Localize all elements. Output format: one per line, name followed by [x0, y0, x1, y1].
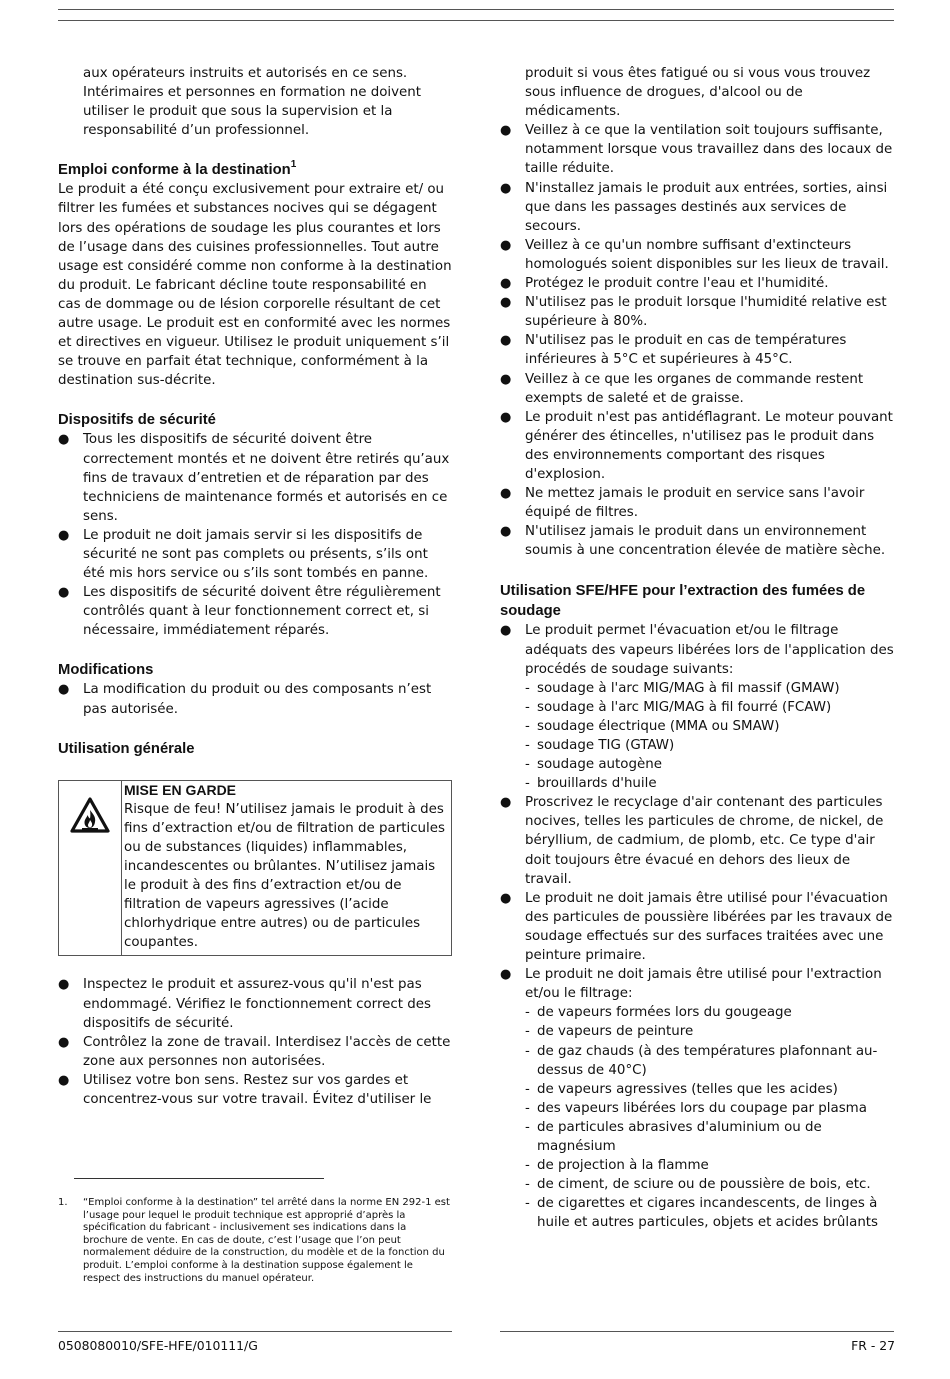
- dash-mark: -: [525, 699, 530, 715]
- general-list-continued: [500, 121, 896, 560]
- sub-list-item: [525, 1156, 896, 1175]
- footnote-text: “Emploi conforme à la destination” tel arrêté dans la norme EN 292-1 est l’usage pour lequel le produit technique est approprié d’après la spécification du fabricant - inclusivement ses indications dans la brochure de vente. En cas de doute, c’est l’usage que l’on peut normalement déduire de la construction, du modèle et de la fonction du produit. L’emploi conforme à la destination suppose également le respect des instructions du manuel opérateur.: [83, 1197, 450, 1284]
- sub-list-item-text: des vapeurs libérées lors du coupage par plasma: [537, 1100, 867, 1116]
- bullet-icon: ●: [58, 977, 70, 993]
- bullet-icon: ●: [58, 1034, 70, 1050]
- sub-list-item: [525, 1003, 896, 1022]
- intro-paragraph: aux opérateurs instruits et autorisés en ce sens. Intérimaires et personnes en formation ne doivent utiliser le produit que sous la supervision et la responsabilité d’un professionnel.: [83, 66, 422, 139]
- section-title-safety: Dispositifs de sécurité: [58, 412, 216, 429]
- warning-label: MISE EN GARDE: [124, 781, 237, 798]
- bullet-icon: ●: [500, 623, 512, 639]
- sub-list-item: [525, 1194, 896, 1232]
- list-item: [500, 621, 896, 793]
- bullet-icon: ●: [500, 371, 512, 387]
- list-item-text: Inspectez le produit et assurez-vous qu'il n'est pas endommagé. Vérifiez le fonctionnement correct des dispositifs de sécurité.: [83, 977, 431, 1031]
- sub-list-item-text: de vapeurs de peinture: [537, 1024, 694, 1040]
- list-item: [58, 430, 452, 525]
- footnote: [58, 1197, 452, 1285]
- section-title-usage: [58, 160, 452, 180]
- warning-text: Risque de feu! N’utilisez jamais le produit à des fins d’extraction et/ou de filtration de particules ou de substances (liquides) inflammables, incandescentes ou brûlantes. N’utilisez jamais le produit à des fins d’extraction et/ou de filtration de vapeurs agressives (l’acide chlorhydrique entre autres) ou de particules coupantes.: [124, 801, 445, 951]
- general-list: [58, 975, 452, 1109]
- dash-mark: -: [525, 680, 530, 696]
- bullet-icon: ●: [500, 486, 512, 502]
- continuation-paragraph: produit si vous êtes fatigué ou si vous vous trouvez sous influence de drogues, d'alcool ou de médicaments.: [525, 66, 871, 120]
- list-item: [500, 121, 896, 178]
- list-item: [500, 522, 896, 560]
- dash-mark: -: [525, 1158, 530, 1174]
- list-item-text: Veillez à ce qu'un nombre suffisant d'extincteurs homologués soient disponibles sur les lieux de travail.: [525, 237, 889, 272]
- list-item: [500, 179, 896, 236]
- bullet-icon: ●: [58, 682, 70, 698]
- list-item: [58, 975, 452, 1032]
- list-item-text: Veillez à ce que la ventilation soit toujours suffisante, notamment lorsque vous travaillez dans des locaux de taille réduite.: [525, 123, 893, 177]
- sub-list-item-text: brouillards d'huile: [537, 776, 657, 792]
- dash-mark: -: [525, 1119, 530, 1135]
- footer-rule-left: [58, 1331, 452, 1332]
- sub-list-item: [525, 774, 896, 793]
- dash-mark: -: [525, 1024, 530, 1040]
- bullet-icon: ●: [500, 123, 512, 139]
- sub-list-item-text: de projection à la flamme: [537, 1158, 709, 1174]
- sub-list-item: [525, 1175, 896, 1194]
- section-title-usage-text: Emploi conforme à la destination: [58, 162, 291, 179]
- dash-mark: -: [525, 718, 530, 734]
- dash-mark: -: [525, 738, 530, 753]
- list-item-text: Le produit ne doit jamais être utilisé pour l'extraction et/ou le filtrage:: [525, 967, 882, 1002]
- bullet-icon: ●: [58, 585, 70, 601]
- modifications-list: [58, 680, 452, 718]
- welding-process-list: [525, 679, 896, 794]
- sub-list-item: [525, 736, 896, 755]
- list-item: [500, 965, 896, 1232]
- list-item-text: N'utilisez jamais le produit dans un environnement soumis à une concentration élevée de matière sèche.: [525, 524, 886, 559]
- dash-mark: -: [525, 776, 530, 792]
- sub-list-item-text: soudage à l'arc MIG/MAG à fil fourré (FCAW): [537, 699, 832, 715]
- list-item: [58, 1033, 452, 1071]
- list-item-text: N'utilisez pas le produit lorsque l'humidité relative est supérieure à 80%.: [525, 295, 887, 330]
- sub-list-item: [525, 1118, 896, 1156]
- fire-warning-icon: [70, 797, 110, 833]
- bullet-icon: ●: [500, 890, 512, 906]
- list-item-text: Le produit ne doit jamais être utilisé pour l'évacuation des particules de poussière libérées par les travaux de soudage effectués sur des surfaces traitées avec une peinture primaire.: [525, 890, 893, 964]
- list-item-text: Le produit n'est pas antidéflagrant. Le moteur pouvant générer des étincelles, n'utilisez pas le produit dans des environnements comportant des risques d'explosion.: [525, 409, 893, 482]
- document-code: 0508080010/SFE-HFE/010111/G: [58, 1338, 258, 1353]
- sub-list-item: [525, 679, 896, 698]
- section-title-general: Utilisation générale: [58, 740, 195, 757]
- dash-mark: -: [525, 1081, 530, 1097]
- bullet-icon: ●: [500, 967, 512, 983]
- list-item: [58, 526, 452, 583]
- list-item: [500, 274, 896, 293]
- bullet-icon: ●: [58, 1072, 70, 1088]
- sub-list-item-text: soudage TIG (GTAW): [537, 738, 675, 753]
- bullet-icon: ●: [500, 409, 512, 425]
- sub-list-item: [525, 698, 896, 717]
- list-item: [500, 408, 896, 484]
- warning-icon-cell: [59, 781, 122, 956]
- list-item: [500, 484, 896, 522]
- bullet-icon: ●: [500, 276, 512, 292]
- list-item-text: Contrôlez la zone de travail. Interdisez l'accès de cette zone aux personnes non autorisées.: [83, 1034, 451, 1069]
- list-item: [500, 293, 896, 331]
- list-item: [500, 236, 896, 274]
- sub-list-item: [525, 755, 896, 774]
- footnote-rule: [74, 1178, 324, 1179]
- list-item: [58, 680, 452, 718]
- usage-paragraph: Le produit a été conçu exclusivement pour extraire et/ ou filtrer les fumées et substances nocives qui se dégagent lors des opérations de soudage les plus courantes et lors de l’usage dans des cuisines professionnelles. Tout autre usage est considéré comme non conforme à la destination du produit. Le fabricant décline toute responsabilité en cas de dommage ou de lésion corporelle résultant de cet autre usage. Le produit est en conformité avec les normes et directives en vigueur. Utilisez le produit uniquement s’il se trouve en parfait état technique, conformément à la destination sus-décrite.: [58, 182, 452, 389]
- list-item: [58, 1071, 452, 1109]
- bullet-icon: ●: [500, 333, 512, 349]
- section-title-modifications: Modifications: [58, 662, 154, 679]
- bullet-icon: ●: [500, 295, 512, 311]
- sub-list-item: [525, 1022, 896, 1041]
- footer-rule-right: [500, 1331, 894, 1332]
- sub-list-item-text: de ciment, de sciure ou de poussière de bois, etc.: [537, 1177, 871, 1193]
- page-number: FR - 27: [851, 1338, 895, 1353]
- sub-list-item-text: de cigarettes et cigares incandescents, de linges à huile et autres particules, objets et acides brûlants: [537, 1196, 879, 1231]
- sub-list-item-text: de vapeurs agressives (telles que les acides): [537, 1081, 838, 1097]
- sub-list-item-text: soudage électrique (MMA ou SMAW): [537, 718, 780, 734]
- left-column: [58, 64, 452, 1109]
- list-item-text: Les dispositifs de sécurité doivent être régulièrement contrôlés quant à leur fonctionnement correct et, si nécessaire, immédiatement réparés.: [83, 585, 441, 639]
- dash-mark: -: [525, 1196, 530, 1212]
- list-item: [500, 889, 896, 965]
- warning-box: [58, 780, 452, 957]
- list-item-text: Veillez à ce que les organes de commande restent exempts de saleté et de graisse.: [525, 371, 864, 406]
- dash-mark: -: [525, 757, 530, 773]
- sub-list-item-text: soudage à l'arc MIG/MAG à fil massif (GMAW): [537, 680, 840, 696]
- list-item: [500, 793, 896, 888]
- footnote-ref[interactable]: 1: [290, 159, 297, 171]
- sub-list-item-text: de particules abrasives d'aluminium ou de magnésium: [537, 1119, 822, 1154]
- list-item-text: N'installez jamais le produit aux entrées, sorties, ainsi que dans les passages destinés aux services de secours.: [525, 180, 888, 234]
- bullet-icon: ●: [58, 432, 70, 448]
- header-rule-top: [58, 9, 894, 10]
- bullet-icon: ●: [500, 795, 512, 811]
- bullet-icon: ●: [500, 180, 512, 196]
- list-item-text: Ne mettez jamais le produit en service sans l'avoir équipé de filtres.: [525, 486, 865, 521]
- dash-mark: -: [525, 1005, 530, 1021]
- sub-list-item: [525, 1080, 896, 1099]
- prohibited-list: [525, 1003, 896, 1232]
- list-item-text: Le produit permet l'évacuation et/ou le filtrage adéquats des vapeurs libérées lors de l'application des procédés de soudage suivants:: [525, 623, 894, 677]
- dash-mark: -: [525, 1100, 530, 1116]
- list-item: [58, 583, 452, 640]
- dash-mark: -: [525, 1043, 530, 1059]
- list-item: [500, 331, 896, 369]
- warning-text-cell: [122, 781, 451, 956]
- safety-list: [58, 430, 452, 640]
- bullet-icon: ●: [500, 524, 512, 540]
- bullet-icon: ●: [58, 527, 70, 543]
- list-item-text: Tous les dispositifs de sécurité doivent être correctement montés et ne doivent être retirés qu’aux fins de travaux d’entretien et de réparation par des techniciens de maintenance formés et autorisés en ce sens.: [83, 432, 450, 524]
- sub-list-item-text: soudage autogène: [537, 757, 662, 773]
- sub-list-item-text: de gaz chauds (à des températures plafonnant au-dessus de 40°C): [537, 1043, 878, 1078]
- list-item-text: Utilisez votre bon sens. Restez sur vos gardes et concentrez-vous sur votre travail. Évitez d'utiliser le: [83, 1072, 432, 1108]
- sub-list-item: [525, 717, 896, 736]
- list-item-text: N'utilisez pas le produit en cas de températures inférieures à 5°C et supérieures à 45°C.: [525, 333, 847, 368]
- sfe-list: [500, 621, 896, 1232]
- sub-list-item: [525, 1042, 896, 1080]
- sub-list-item: [525, 1099, 896, 1118]
- list-item-text: La modification du produit ou des composants n’est pas autorisée.: [83, 682, 432, 717]
- list-item-text: Proscrivez le recyclage d'air contenant des particules nocives, telles les particules de chrome, de nickel, de béryllium, de cadmium, de plomb, etc. Ce type d'air doit toujours être évacué en dehors des lieux de travail.: [525, 795, 884, 887]
- list-item-text: Protégez le produit contre l'eau et l'humidité.: [525, 276, 829, 292]
- list-item-text: Le produit ne doit jamais servir si les dispositifs de sécurité ne sont pas complets ou présents, s’ils ont été mis hors service ou s’ils sont tombés en panne.: [83, 527, 429, 582]
- list-item: [500, 370, 896, 408]
- sub-list-item-text: de vapeurs formées lors du gougeage: [537, 1005, 792, 1021]
- right-column: [500, 64, 896, 1232]
- header-rule-bottom: [58, 20, 894, 21]
- bullet-icon: ●: [500, 237, 512, 253]
- dash-mark: -: [525, 1177, 530, 1193]
- section-title-sfe: Utilisation SFE/HFE pour l’extraction des fumées de soudage: [500, 583, 866, 620]
- footnote-number: 1.: [58, 1197, 68, 1208]
